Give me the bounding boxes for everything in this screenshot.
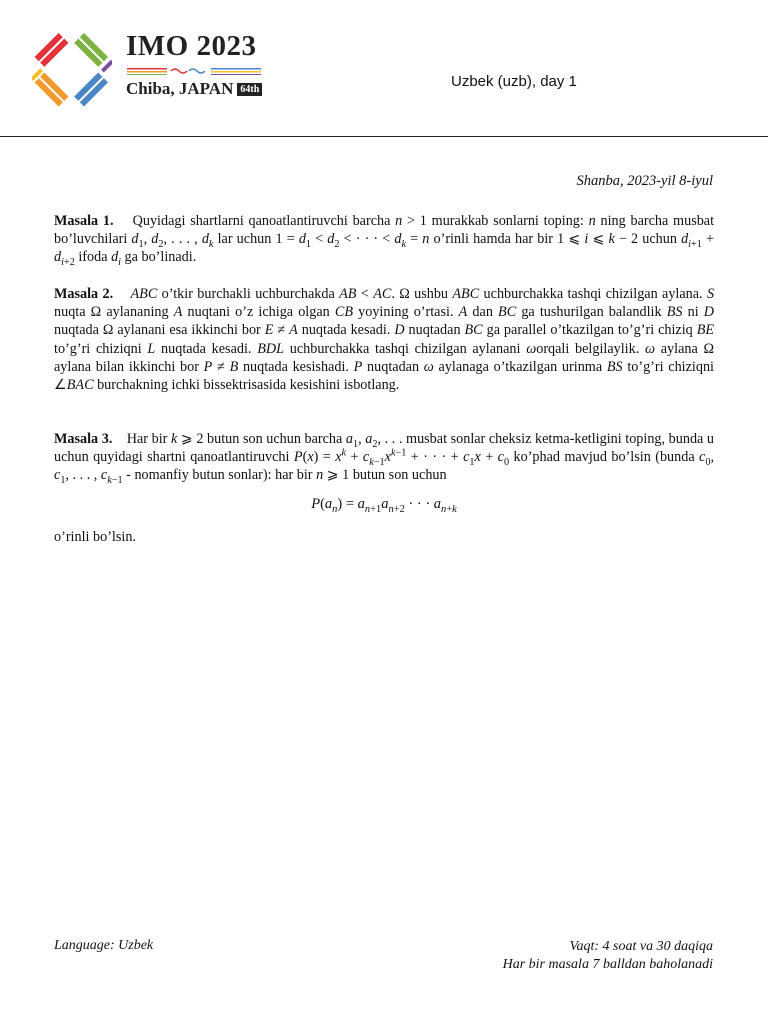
brand-place: Chiba, JAPAN 64th <box>126 80 262 97</box>
problem-2-label: Masala 2. <box>54 286 114 302</box>
problem-1: Masala 1. Quyidagi shartlarni qanoatlantiruvchi barcha n > 1 murakkab sonlarni toping: n ning barcha musbat bo’luvchilari $d_1$, $d_2$, . . . , $d_k$ lar uchun $1 = d_1 < d_2$ < · · · < $d_k = n$ o’rinli hamda har bir 1 ⩽ i ⩽ k − 2 uchun $d_{i+1} + d_{i+2}$ ifoda $d_i$ ga bo’linadi. <box>54 213 715 269</box>
brand-decoration <box>127 67 261 75</box>
edition-badge: 64th <box>237 83 262 96</box>
problem-3: Masala 3. Har bir k ⩾ 2 butun son uchun barcha $a_1$, $a_2$, . . . musbat sonlar cheksiz ketma-ketligini toping, bunda u uchun quyidagi shartni qanoatlantiruvchi $P(x) = x^k + c_{k-1}x^{k-1}$ + · · · + $c_1x + c_0$ ko’phad mavjud bo’lsin (bunda $c_0$, $c_1$, . . . , $c_{k-1}$ - nomanfiy butun sonlar): har bir n ⩾ 1 butun son uchun <box>54 431 715 487</box>
imo-logo <box>32 30 112 108</box>
footer-info <box>503 938 713 974</box>
problem-3-formula: $P(a_n) = a_{n+1}a_{n+2}$ · · · $a_{n+k}$ <box>311 496 457 515</box>
language-day-label: Uzbek (uzb), day 1 <box>451 73 577 90</box>
problem-2: Masala 2. ABC o’tkir burchakli uchburchakda AB < AC. Ω ushbu ABC uchburchakka tashqi chizilgan aylana. S nuqta Ω aylananing A nuqtani o’z ichiga olgan CB yoyining o’rtasi. A dan BC ga tushurilgan balandlik BS ni D nuqtada Ω aylanani esa ikkinchi bor E ≠ A nuqtada kesadi. D nuqtadan BC ga parallel o’tkazilgan to’g’ri chiziq BE to’g’ri chiziqni L nuqtada kesadi. BDL uchburchakka tashqi chizilgan aylanani ωorqali belgilaylik. ω aylana Ω aylana bilan ikkinchi bor P ≠ B nuqtada kesishadi. P nuqtadan ω aylanaga o’tkazilgan urinma BS to’g’ri chiziqni ∠BAC burchakning ichki bissektrisasida kesishini isbotlang. <box>54 286 715 394</box>
problem-3-conclusion: o’rinli bo’lsin. <box>54 529 136 545</box>
problem-1-label: Masala 1. <box>54 213 114 229</box>
problem-3-label: Masala 3. <box>54 431 113 447</box>
footer-points: Har bir masala 7 balldan baholanadi <box>502 957 713 972</box>
footer-time: Vaqt: 4 soat va 30 daqiqa <box>569 939 713 954</box>
brand-title: IMO 2023 <box>126 30 257 62</box>
footer-language: Language: Uzbek <box>54 938 154 953</box>
header-divider <box>0 136 768 137</box>
exam-date: Shanba, 2023-yil 8-iyul <box>576 173 713 189</box>
